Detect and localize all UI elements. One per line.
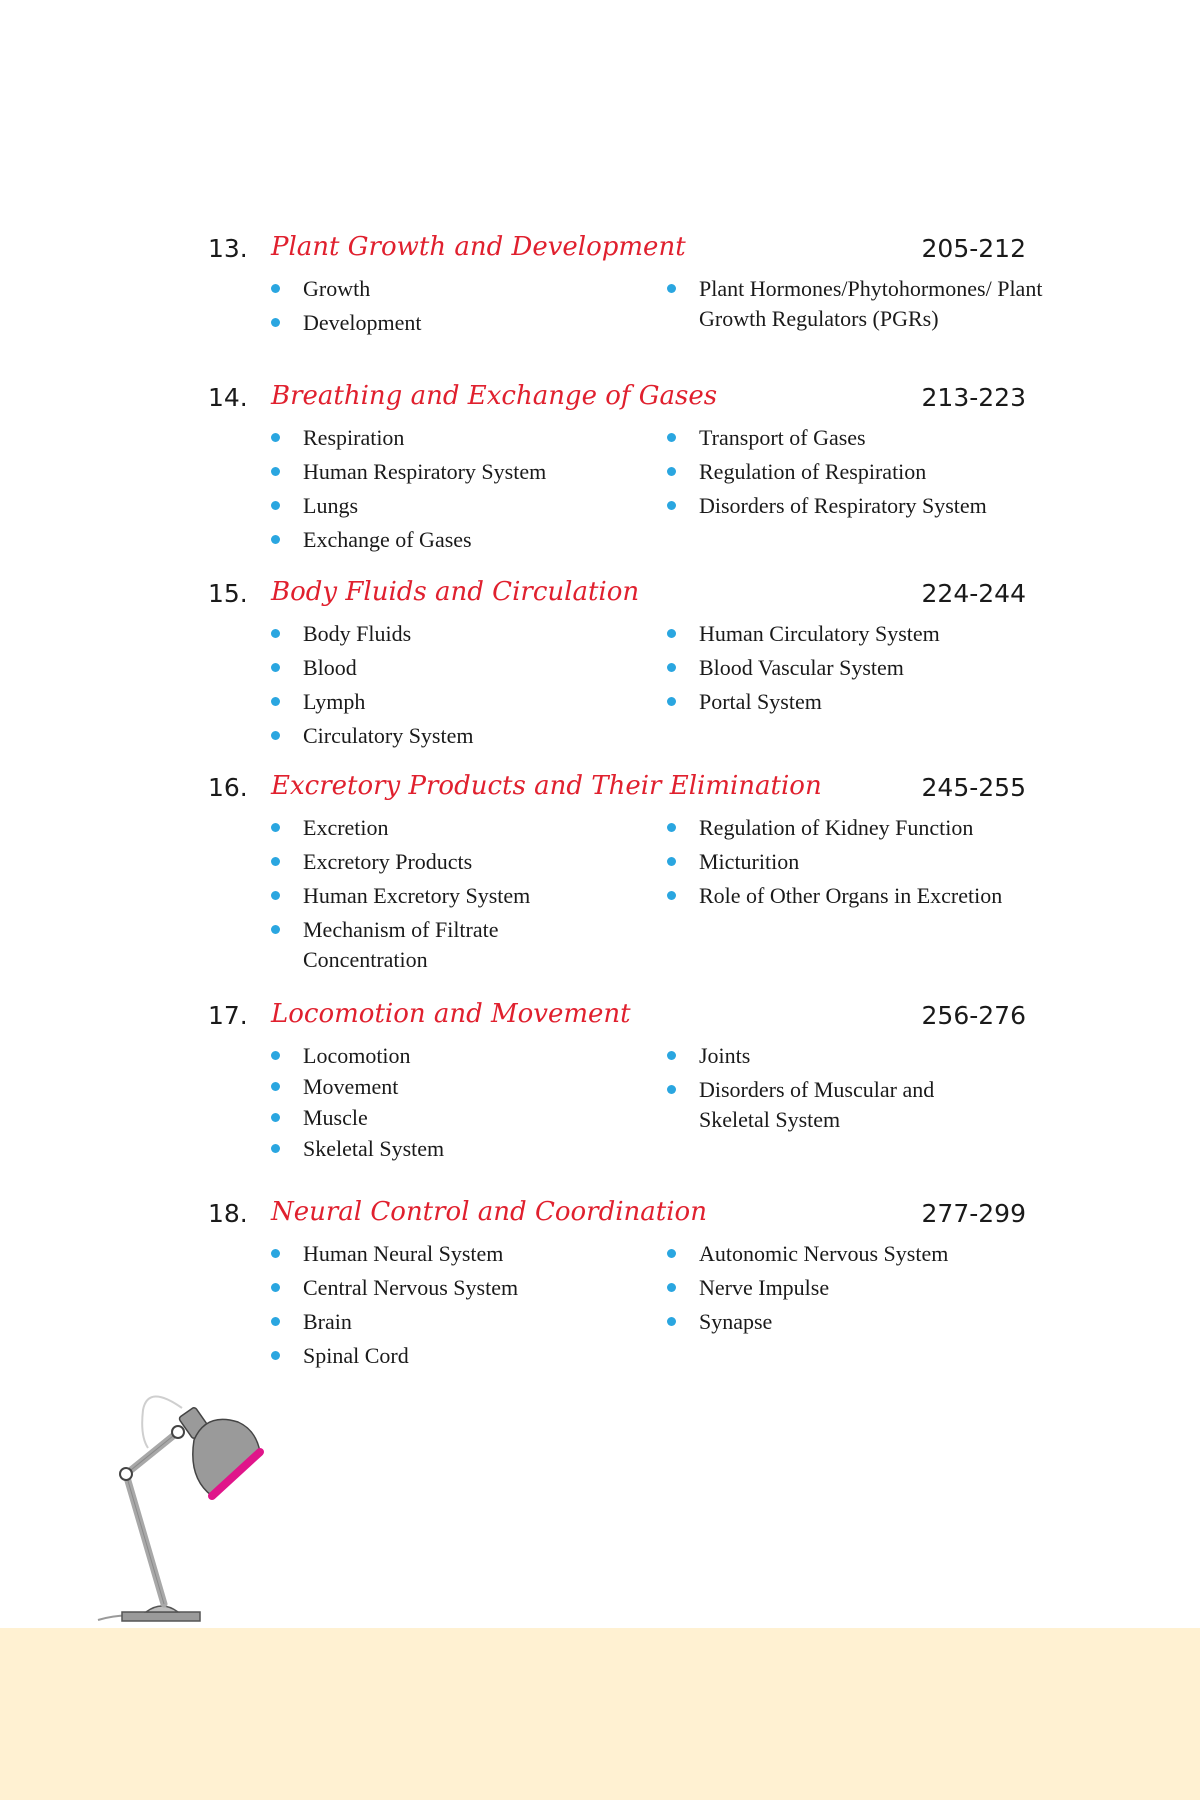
bullet-dot-icon: [271, 1283, 280, 1292]
bullet-dot-icon: [271, 925, 280, 934]
bullet-dot-icon: [667, 629, 676, 638]
bullet-dot-icon: [667, 1051, 676, 1060]
bullet-dot-icon: [271, 1113, 280, 1122]
topic-label: Micturition: [699, 849, 800, 874]
topic-item: [667, 1273, 1059, 1307]
bullet-dot-icon: [271, 629, 280, 638]
topic-list-left: [271, 1041, 663, 1165]
desk-lamp-icon: [88, 1388, 278, 1633]
topic-item: [667, 619, 1059, 653]
topic-item: [667, 491, 1059, 525]
footer-band: [0, 1628, 1200, 1800]
bullet-dot-icon: [271, 1144, 280, 1153]
topic-label: Synapse: [699, 1309, 773, 1334]
topic-label: Joints: [699, 1043, 751, 1068]
topic-label: Mechanism of Filtrate Concentration: [303, 917, 499, 972]
bullet-dot-icon: [667, 823, 676, 832]
topic-item: [271, 274, 663, 308]
bullet-dot-icon: [667, 1249, 676, 1258]
topic-item: [667, 274, 1059, 334]
topic-label: Autonomic Nervous System: [699, 1241, 949, 1266]
topic-label: Lungs: [303, 493, 358, 518]
bullet-dot-icon: [667, 697, 676, 706]
topic-item: [271, 423, 663, 457]
topic-label: Exchange of Gases: [303, 527, 472, 552]
topic-label: Portal System: [699, 689, 822, 714]
topic-label: Respiration: [303, 425, 405, 450]
topic-item: [271, 1239, 663, 1273]
chapter-17: [208, 999, 1026, 1161]
bullet-dot-icon: [271, 1082, 280, 1091]
topic-item: [271, 721, 663, 755]
topic-list-left: [271, 274, 663, 342]
topic-item: [271, 491, 663, 525]
bullet-dot-icon: [271, 663, 280, 672]
bullet-dot-icon: [667, 433, 676, 442]
topic-item: [667, 847, 1059, 881]
topic-item: [667, 813, 1059, 847]
bullet-dot-icon: [667, 501, 676, 510]
topic-label: Regulation of Respiration: [699, 459, 927, 484]
chapter-page-range: 245-255: [921, 773, 1026, 802]
bullet-dot-icon: [667, 663, 676, 672]
topic-list-right: [667, 1041, 1059, 1135]
bullet-dot-icon: [667, 284, 676, 293]
topic-label: Regulation of Kidney Function: [699, 815, 974, 840]
topic-item: [667, 457, 1059, 491]
topic-label: Spinal Cord: [303, 1343, 409, 1368]
topic-label: Lymph: [303, 689, 366, 714]
topic-list-right: [667, 423, 1059, 525]
chapter-number: 18.: [208, 1199, 248, 1228]
chapter-header: [208, 773, 1026, 813]
chapter-page-range: 224-244: [921, 579, 1026, 608]
chapter-number: 15.: [208, 579, 248, 608]
chapter-title[interactable]: Breathing and Exchange of Gases: [271, 381, 718, 411]
topic-item: [271, 1341, 663, 1375]
topic-item: [667, 1041, 1059, 1075]
bullet-dot-icon: [271, 1351, 280, 1360]
topic-label: Disorders of Respiratory System: [699, 493, 987, 518]
topic-item: [667, 653, 1059, 687]
chapter-header: [208, 1001, 1026, 1041]
chapter-header: [208, 579, 1026, 619]
topic-label: Locomotion: [303, 1043, 411, 1068]
topic-item: [271, 308, 663, 342]
topic-item: [271, 915, 533, 975]
topic-label: Body Fluids: [303, 621, 412, 646]
topic-label: Blood Vascular System: [699, 655, 904, 680]
topic-label: Growth: [303, 276, 371, 301]
chapter-title[interactable]: Locomotion and Movement: [271, 999, 631, 1029]
chapter-15: [208, 577, 1026, 748]
topic-label: Transport of Gases: [699, 425, 866, 450]
bullet-dot-icon: [271, 284, 280, 293]
chapter-title[interactable]: Neural Control and Coordination: [271, 1197, 707, 1227]
topic-item: [271, 1134, 663, 1165]
topic-item: [667, 423, 1059, 457]
topic-label: Central Nervous System: [303, 1275, 519, 1300]
topic-label: Nerve Impulse: [699, 1275, 830, 1300]
topic-list-right: [667, 274, 1059, 334]
chapter-14: [208, 381, 1026, 552]
chapter-header: [208, 383, 1026, 423]
chapter-number: 17.: [208, 1001, 248, 1030]
bullet-dot-icon: [271, 823, 280, 832]
bullet-dot-icon: [667, 1317, 676, 1326]
topic-label: Plant Hormones/Phytohormones/ Plant Growth Regulators (PGRs): [699, 276, 1043, 331]
topic-label: Skeletal System: [303, 1136, 445, 1161]
chapter-16: [208, 771, 1026, 972]
topic-item: [271, 1103, 663, 1134]
bullet-dot-icon: [667, 1085, 676, 1094]
topic-label: Human Respiratory System: [303, 459, 547, 484]
topic-list-left: [271, 1239, 663, 1375]
topic-item: [667, 687, 1059, 721]
topic-item: [271, 1041, 663, 1072]
bullet-dot-icon: [271, 1249, 280, 1258]
chapter-title[interactable]: Plant Growth and Development: [271, 232, 686, 262]
topic-item: [667, 1075, 969, 1135]
topic-item: [271, 457, 663, 491]
chapter-page-range: 205-212: [921, 234, 1026, 263]
topic-item: [271, 881, 663, 915]
topic-item: [271, 1307, 663, 1341]
topic-label: Movement: [303, 1074, 399, 1099]
topic-label: Excretion: [303, 815, 389, 840]
bullet-dot-icon: [667, 467, 676, 476]
topic-item: [667, 1239, 1059, 1273]
topic-item: [271, 847, 663, 881]
topic-label: Muscle: [303, 1105, 368, 1130]
bullet-dot-icon: [271, 857, 280, 866]
bullet-dot-icon: [271, 501, 280, 510]
chapter-header: [208, 234, 1026, 274]
chapter-13: [208, 232, 1043, 335]
bullet-dot-icon: [271, 891, 280, 900]
topic-label: Development: [303, 310, 422, 335]
topic-list-left: [271, 813, 663, 975]
bullet-dot-icon: [271, 1051, 280, 1060]
topic-list-left: [271, 619, 663, 755]
bullet-dot-icon: [667, 857, 676, 866]
topic-list-right: [667, 1239, 1059, 1341]
topic-item: [667, 881, 1059, 915]
topic-item: [271, 687, 663, 721]
chapter-page-range: 213-223: [921, 383, 1026, 412]
chapter-page-range: 256-276: [921, 1001, 1026, 1030]
topic-item: [271, 525, 663, 559]
topic-list-right: [667, 813, 1059, 915]
bullet-dot-icon: [271, 318, 280, 327]
topic-label: Human Excretory System: [303, 883, 531, 908]
topic-list-left: [271, 423, 663, 559]
chapter-number: 16.: [208, 773, 248, 802]
topic-label: Role of Other Organs in Excretion: [699, 883, 1003, 908]
bullet-dot-icon: [271, 1317, 280, 1326]
chapter-page-range: 277-299: [921, 1199, 1026, 1228]
topic-label: Brain: [303, 1309, 352, 1334]
bullet-dot-icon: [271, 467, 280, 476]
topic-label: Circulatory System: [303, 723, 474, 748]
topic-label: Excretory Products: [303, 849, 473, 874]
bullet-dot-icon: [271, 433, 280, 442]
bullet-dot-icon: [667, 1283, 676, 1292]
chapter-number: 13.: [208, 234, 248, 263]
topic-item: [271, 813, 663, 847]
topic-item: [271, 619, 663, 653]
topic-label: Disorders of Muscular and Skeletal System: [699, 1077, 935, 1132]
chapter-header: [208, 1199, 1026, 1239]
bullet-dot-icon: [667, 891, 676, 900]
chapter-title[interactable]: Body Fluids and Circulation: [271, 577, 640, 607]
chapter-number: 14.: [208, 383, 248, 412]
topic-item: [271, 653, 663, 687]
bullet-dot-icon: [271, 535, 280, 544]
chapter-title[interactable]: Excretory Products and Their Elimination: [271, 771, 822, 801]
chapter-18: [208, 1197, 1026, 1368]
bullet-dot-icon: [271, 731, 280, 740]
topic-label: Human Neural System: [303, 1241, 504, 1266]
topic-item: [271, 1273, 663, 1307]
topic-item: [271, 1072, 663, 1103]
topic-label: Human Circulatory System: [699, 621, 940, 646]
topic-item: [667, 1307, 1059, 1341]
topic-label: Blood: [303, 655, 357, 680]
topic-list-right: [667, 619, 1059, 721]
bullet-dot-icon: [271, 697, 280, 706]
